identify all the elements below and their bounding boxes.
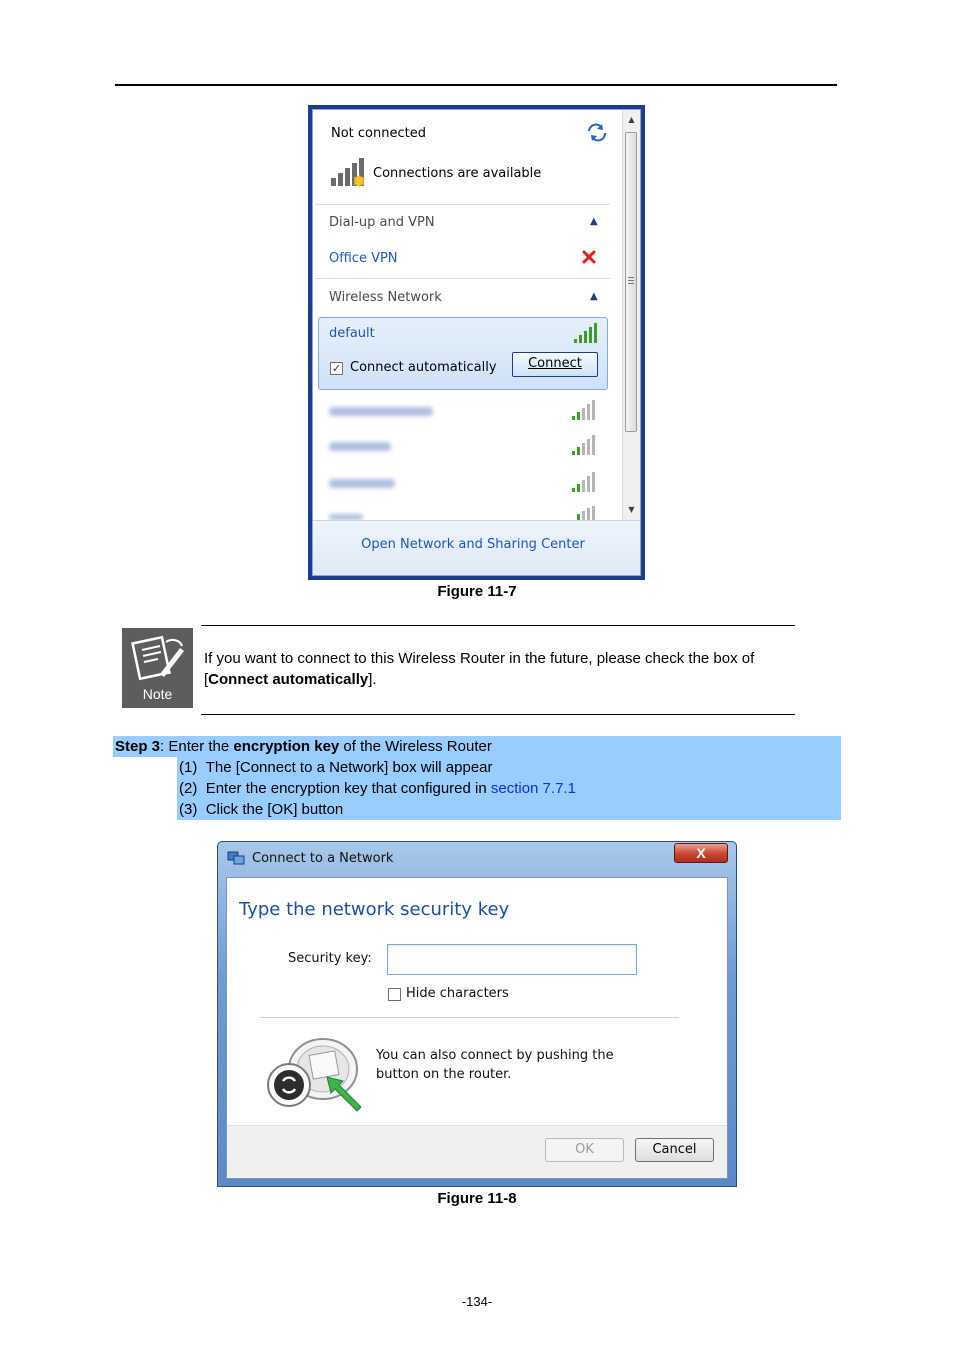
step-text: : Enter the (160, 738, 234, 755)
signal-strength-icon (571, 433, 601, 457)
divider (315, 204, 610, 205)
flyout-panel (312, 109, 641, 576)
step-item-num: (3) (179, 801, 198, 818)
signal-strength-icon (573, 321, 603, 345)
note-label: Note (142, 686, 173, 702)
step-label: Step 3 (115, 738, 161, 755)
section-link[interactable]: section 7.7.1 (490, 780, 576, 797)
vertical-scrollbar[interactable] (622, 110, 640, 520)
note-text (204, 648, 798, 690)
group-dialup-vpn[interactable]: Dial-up and VPN (329, 215, 435, 230)
dialog-heading: Type the network security key (239, 899, 510, 920)
connect-automatically-checkbox[interactable]: ✓ (331, 362, 342, 375)
step-item (179, 799, 343, 820)
network-item-blurred[interactable] (329, 479, 395, 488)
step-item (179, 778, 576, 799)
connect-button[interactable] (512, 352, 598, 377)
group-wireless-network[interactable]: Wireless Network (329, 290, 442, 305)
ok-button[interactable]: OK (545, 1138, 624, 1162)
note-rule-bottom (201, 714, 795, 715)
signal-strength-icon (571, 398, 601, 422)
connect-button-label: Connect (528, 356, 582, 371)
network-name: default (329, 326, 375, 341)
step-text-bold: encryption key (233, 738, 340, 755)
dialog-footer (227, 1125, 727, 1178)
note-text-bold: Connect automatically (208, 671, 369, 688)
cancel-button[interactable]: Cancel (635, 1138, 714, 1162)
note-rule-top (201, 625, 795, 626)
security-key-input[interactable] (387, 944, 637, 975)
connection-status: Not connected (331, 126, 426, 141)
scroll-down-icon[interactable]: ▼ (628, 505, 635, 514)
figure-caption: Figure 11-8 (437, 1190, 517, 1207)
step-text: of the Wireless Router (339, 738, 492, 755)
note-icon (122, 628, 193, 708)
dialog-title: Connect to a Network (252, 851, 394, 866)
page-number: -134- (461, 1294, 493, 1309)
chevron-up-icon[interactable]: ▲ (590, 216, 598, 227)
network-item-blurred[interactable] (329, 442, 391, 451)
note-text-part: If you want to connect to this Wireless Router in the future, please check the box of [ (204, 650, 755, 688)
connect-automatically-label: Connect automatically (350, 360, 497, 375)
connect-network-dialog (217, 841, 737, 1187)
close-button[interactable]: X (674, 843, 728, 863)
connections-available-text: Connections are available (373, 166, 542, 181)
dialog-body (226, 877, 728, 1179)
scrollbar-thumb[interactable] (625, 132, 637, 432)
step-item-num: (2) (179, 780, 198, 797)
disconnected-x-icon (581, 249, 597, 265)
note-text-part: ]. (368, 671, 377, 688)
figure-caption: Figure 11-7 (437, 583, 517, 600)
step-item-text: Click the [OK] button (205, 801, 344, 818)
step-item-num: (1) (179, 759, 198, 776)
signal-strength-icon (571, 470, 601, 494)
scroll-up-icon[interactable]: ▲ (628, 115, 635, 124)
divider (260, 1017, 679, 1018)
step-item-text: Enter the encryption key that configured in (205, 780, 491, 797)
network-icon (227, 850, 245, 866)
refresh-icon[interactable] (586, 122, 608, 142)
hide-characters-checkbox[interactable] (388, 988, 401, 1001)
signal-strength-icon (571, 506, 601, 520)
network-flyout (308, 105, 645, 580)
hide-characters-label: Hide characters (406, 986, 509, 1001)
header-rule (115, 84, 837, 86)
flyout-footer (313, 520, 640, 575)
router-push-button-icon (265, 1037, 371, 1113)
step-item-text: The [Connect to a Network] box will appear (205, 759, 493, 776)
push-button-text-line2: button on the router. (376, 1067, 512, 1082)
step-heading (115, 736, 492, 757)
divider (315, 278, 610, 279)
security-key-label: Security key: (288, 951, 372, 966)
step-item (179, 757, 493, 778)
notepad-pen-icon (130, 634, 186, 684)
push-button-text-line1: You can also connect by pushing the (376, 1048, 614, 1063)
chevron-up-icon[interactable]: ▲ (590, 291, 598, 302)
signal-available-icon (329, 156, 369, 190)
open-network-sharing-center-link[interactable]: Open Network and Sharing Center (361, 537, 585, 552)
vpn-item-office[interactable]: Office VPN (329, 251, 398, 266)
network-item-blurred[interactable] (329, 407, 433, 416)
